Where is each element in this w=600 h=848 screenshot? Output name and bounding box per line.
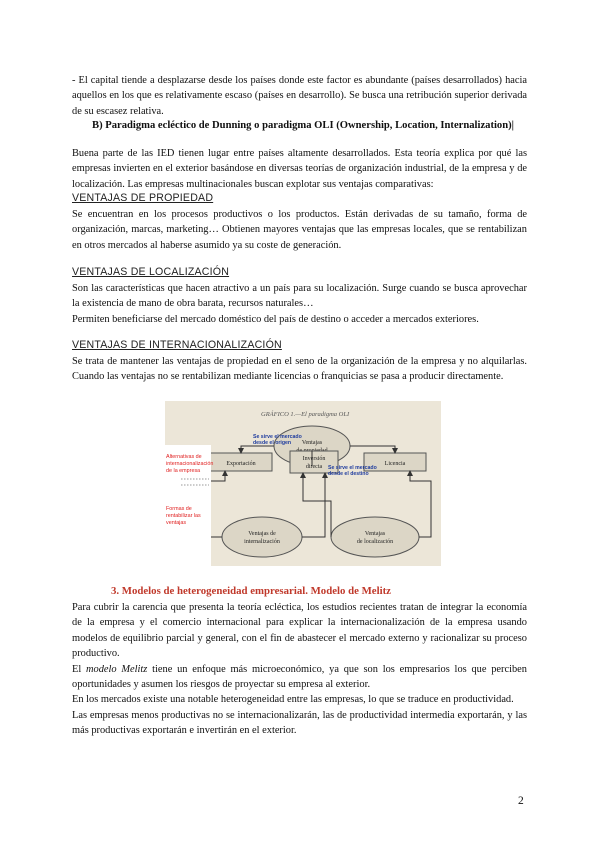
box-inversion-line2: directa xyxy=(305,464,323,470)
oli-paradigm-figure xyxy=(165,401,441,566)
node-internalizacion xyxy=(222,517,302,557)
node-internalizacion-line2: internalización xyxy=(244,539,280,545)
section-b-text: Buena parte de las IED tienen lugar entre países altamente desarrollados. Esta teoría explica por qué las empresas invierten en el exterior basándose en diversas teorías de organización industrial, de la empresa y de localización. Las empresas multinacionales buscan explotar sus ventajas comparativas: xyxy=(72,148,527,190)
section3-p1: Para cubrir la carencia que presenta la teoría ecléctica, los estudios recientes tratan de integrar la economía de la empresa y el comercio internacional para explicar la internacionalización de la empresa usando modelos de equilibrio parcial y general, con el fin de abastecer el mercado externo y racionalizar su proceso productivo. xyxy=(72,602,527,660)
node-localizacion-line2: de localización xyxy=(356,539,394,545)
node-localizacion xyxy=(331,517,419,557)
figure-caption: GRÁFICO 1.—El paradigma OLI xyxy=(261,411,350,418)
page-number: 2 xyxy=(518,795,524,807)
section3-p4: Las empresas menos productivas no se internacionalizarán, las de productividad intermedia exportarán, y las más productivas exportarán e invertirán en el exterior. xyxy=(72,709,527,737)
note-destino-line1: Se sirve el mercado xyxy=(328,465,377,471)
note-alternativas-line1: Alternativas de xyxy=(166,454,202,460)
note-origen-line2: desde el origen xyxy=(253,440,292,446)
ventajas-localizacion-body xyxy=(72,281,527,327)
section3-p3: En los mercados existe una notable heterogeneidad entre las empresas, lo que se traduce en productividad. xyxy=(72,694,514,706)
note-alternativas-line3: de la empresa xyxy=(166,468,201,474)
note-destino-line2: desde el destino xyxy=(328,471,369,477)
box-exportacion-label: Exportación xyxy=(226,461,256,467)
section3-p2 xyxy=(72,662,527,693)
ventajas-propiedad-body xyxy=(72,207,527,253)
note-alternativas-line2: internacionalización xyxy=(166,461,214,467)
box-licencia-label: Licencia xyxy=(384,461,406,467)
box-inversion-line1: Inversión xyxy=(302,456,326,462)
node-localizacion-line1: Ventajas xyxy=(364,531,386,537)
ventajas-localizacion-title: VENTAJAS DE LOCALIZACIÓN xyxy=(72,266,230,278)
node-internalizacion-line1: Ventajas de xyxy=(248,531,276,537)
section-b-paragraph xyxy=(72,146,527,192)
ventajas-internacionalizacion-title: VENTAJAS DE INTERNACIONALIZACIÓN xyxy=(72,339,282,351)
note-formas-line1: Formas de xyxy=(166,506,192,512)
intro-paragraph xyxy=(72,73,527,119)
section-b-heading: B) Paradigma ecléctico de Dunning o paradigma OLI (Ownership, Location, Internalization)| xyxy=(92,120,514,131)
ventajas-localizacion-text1: Son las características que hacen atractivo a un país para su localización. Surge cuando se busca aprovechar la existencia de mano de obra barata, recursos naturales… xyxy=(72,283,527,310)
intro-text: - El capital tiende a desplazarse desde los países donde este factor es abundante (países desarrollados) hacia aquellos en los que es relativamente escaso (países en desarrollo). Se busca una retribución superior derivada de su escasez relativa. xyxy=(72,75,527,117)
ventajas-localizacion-text2: Permiten beneficiarse del mercado doméstico del país de destino o acceder a mercados exteriores. xyxy=(72,313,479,325)
section3-body xyxy=(72,600,527,739)
ventajas-propiedad-text: Se encuentran en los procesos productivos o los productos. Están derivadas de su tamaño, forma de organización, marcas, marketing… Obtienen mayores ventajas que las empresas locales, que se rentabilizan en otros mercados al haberse asumido ya su coste de generación. xyxy=(72,209,527,251)
section3-p2-suffix: tiene un enfoque más microeconómico, ya que son los empresarios los que perciben oportunidades y asumen los riesgos de proyectar su empresa al exterior. xyxy=(72,663,527,691)
modelo-melitz-emphasis: modelo Melitz xyxy=(86,663,148,675)
ventajas-propiedad-title: VENTAJAS DE PROPIEDAD xyxy=(72,192,214,204)
note-formas-line2: rentabilizar las xyxy=(166,513,201,519)
section3-p2-prefix: El xyxy=(72,663,87,675)
ventajas-internacionalizacion-body xyxy=(72,354,527,385)
ventajas-internacionalizacion-text: Se trata de mantener las ventajas de propiedad en el seno de la organización de la empresa y no alquilarlas. Cuando las ventajas no se rentabilizan mediante licencias o franquicias se pasa a producir directamente. xyxy=(72,356,527,383)
node-propiedad-line1: Ventajas xyxy=(301,440,323,446)
note-origen-line1: Se sirve el mercado xyxy=(253,434,302,440)
section3-heading: 3. Modelos de heterogeneidad empresarial. Modelo de Melitz xyxy=(111,585,391,597)
note-formas-line3: ventajas xyxy=(166,520,187,526)
